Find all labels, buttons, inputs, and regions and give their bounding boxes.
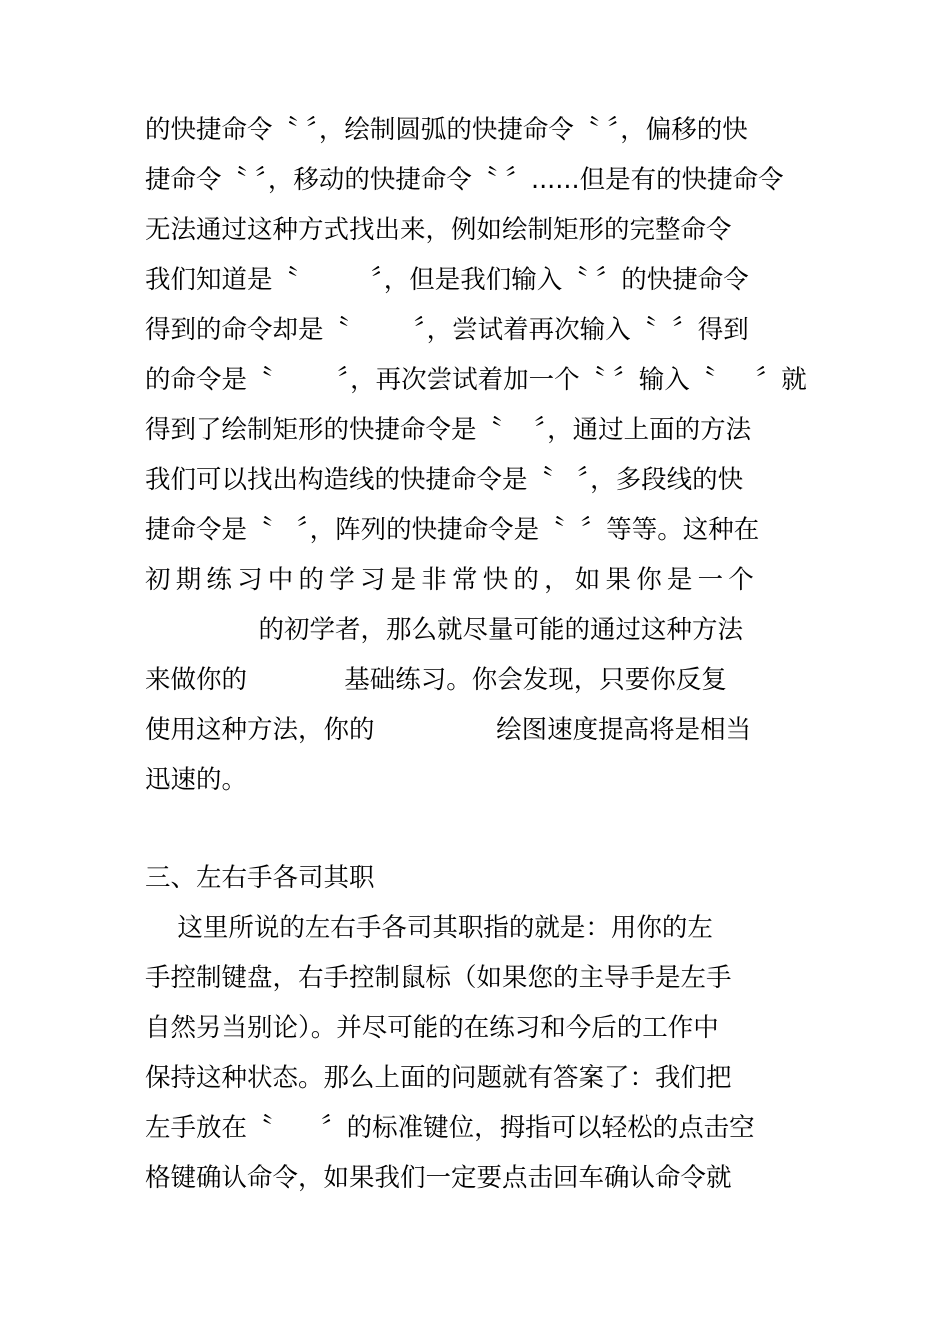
paragraph-line: 的命令是〝 〞，再次尝试着加一个〝 〞输入〝 〞就 — [145, 365, 807, 395]
paragraph-line: 无法通过这种方式找出来，例如绘制矩形的完整命令 — [145, 215, 732, 245]
paragraph-line: 使用这种方法，你的 绘图速度提高将是相当 — [145, 715, 752, 745]
paragraph-line: 迅速的。 — [145, 765, 248, 795]
paragraph-line: 的快捷命令〝 〞，绘制圆弧的快捷命令〝 〞，偏移的快 — [145, 115, 748, 145]
paragraph-line: 格键确认命令，如果我们一定要点击回车确认命令就 — [145, 1163, 732, 1193]
paragraph-line: 我们知道是〝 〞，但是我们输入〝 〞的快捷命令 — [145, 265, 749, 295]
paragraph-line: 保持这种状态。那么上面的问题就有答案了：我们把 — [145, 1063, 732, 1093]
paragraph-line: 捷命令〝 〞，移动的快捷命令〝 〞......但是有的快捷命令 — [145, 165, 784, 195]
paragraph-line: 自然另当别论）。并尽可能的在练习和今后的工作中 — [145, 1013, 719, 1043]
section-heading: 三、左右手各司其职 — [145, 863, 375, 893]
paragraph-line: 初期练习中的学习是非常快的，如果你是一个 — [145, 565, 760, 595]
paragraph-line: 我们可以找出构造线的快捷命令是〝 〞，多段线的快 — [145, 465, 744, 495]
paragraph-line: 的初学者，那么就尽量可能的通过这种方法 — [145, 615, 743, 645]
paragraph-line: 这里所说的左右手各司其职指的就是：用你的左 — [145, 913, 713, 943]
paragraph-line: 得到的命令却是〝 〞，尝试着再次输入〝 〞得到 — [145, 315, 749, 345]
paragraph-line: 得到了绘制矩形的快捷命令是〝 〞，通过上面的方法 — [145, 415, 752, 445]
paragraph-line: 左手放在〝 〞的标准键位，拇指可以轻松的点击空 — [145, 1113, 755, 1143]
paragraph-line: 捷命令是〝 〞，阵列的快捷命令是〝 〞等等。这种在 — [145, 515, 760, 545]
paragraph-line: 手控制键盘，右手控制鼠标（如果您的主导手是左手 — [145, 963, 732, 993]
paragraph-line: 来做你的 基础练习。你会发现，只要你反复 — [145, 665, 727, 695]
